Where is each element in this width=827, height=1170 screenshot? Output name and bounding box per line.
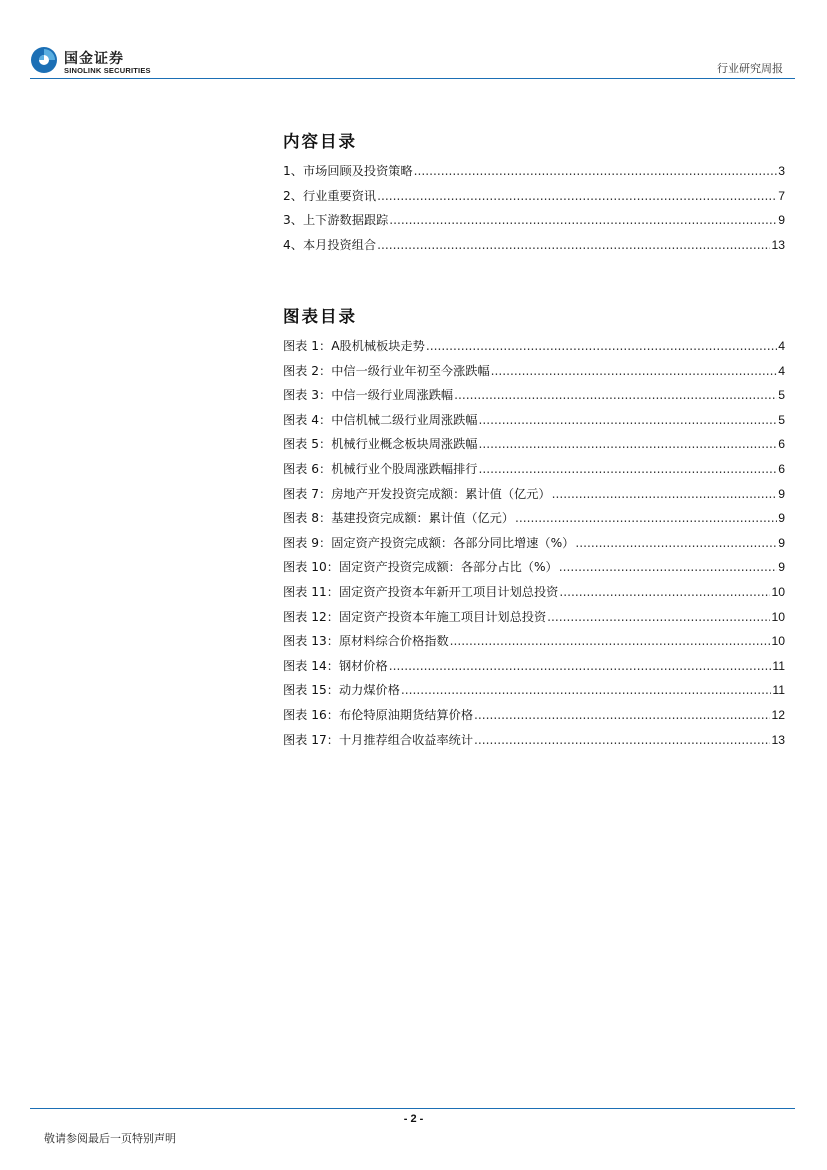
toc-entry[interactable] (283, 362, 785, 387)
sinolink-logo-icon (30, 46, 58, 74)
toc-entry[interactable] (283, 337, 785, 362)
toc-entry-label: 图表 11：固定资产投资本年新开工项目计划总投资 (283, 584, 559, 599)
toc-dot-leader (559, 585, 770, 599)
footer-divider (30, 1108, 795, 1109)
toc-dot-leader (515, 511, 777, 525)
toc-entry-label: 4、本月投资组合 (283, 237, 377, 252)
toc-entry-page: 10 (771, 634, 785, 649)
toc-dot-leader (478, 437, 777, 451)
toc-entry-page: 5 (778, 388, 785, 403)
toc-entry-label: 图表 1：A股机械板块走势 (283, 339, 425, 353)
toc-entry-label: 图表 17：十月推荐组合收益率统计 (283, 732, 474, 747)
toc-entry-label: 图表 12：固定资产投资本年施工项目计划总投资 (283, 609, 547, 624)
toc-dot-leader (454, 388, 777, 402)
toc-entry-label: 图表 16：布伦特原油期货结算价格 (283, 707, 474, 722)
toc-dot-leader (450, 634, 771, 648)
contents-section (283, 128, 785, 260)
toc-entry-page: 9 (778, 535, 785, 550)
toc-dot-leader (547, 610, 770, 624)
toc-entry-label: 2、行业重要资讯 (283, 188, 377, 203)
toc-entry[interactable] (283, 236, 785, 261)
toc-entry-page: 4 (778, 363, 785, 378)
contents-title: 内容目录 (283, 132, 357, 151)
toc-entry[interactable] (283, 162, 785, 187)
toc-dot-leader (414, 164, 778, 178)
toc-entry[interactable] (283, 558, 785, 583)
toc-entry[interactable] (283, 509, 785, 534)
toc-entry-page: 4 (778, 339, 785, 353)
toc-entry[interactable] (283, 706, 785, 731)
logo-english-name: SINOLINK SECURITIES (64, 66, 151, 75)
toc-entry-label: 图表 15：动力煤价格 (283, 683, 400, 698)
toc-dot-leader (377, 238, 770, 252)
toc-entry-page: 13 (771, 732, 785, 747)
toc-dot-leader (474, 708, 770, 722)
toc-entry-page: 9 (778, 511, 785, 526)
toc-entry[interactable] (283, 435, 785, 460)
company-logo (30, 46, 160, 78)
toc-entry-page: 9 (778, 486, 785, 501)
toc-entry[interactable] (283, 534, 785, 559)
toc-dot-leader (478, 413, 777, 427)
toc-entry[interactable] (283, 681, 785, 706)
toc-entry-page: 9 (778, 560, 785, 575)
toc-entry-page: 6 (778, 461, 785, 476)
toc-entry-page: 9 (778, 213, 785, 228)
toc-entry-label: 图表 13：原材料综合价格指数 (283, 634, 449, 649)
toc-entry[interactable] (283, 211, 785, 236)
toc-entry-label: 图表 14：钢材价格 (283, 658, 388, 673)
toc-entry-label: 图表 2：中信一级行业年初至今涨跌幅 (283, 363, 490, 378)
toc-dot-leader (575, 536, 777, 550)
toc-entry-page: 13 (771, 237, 785, 252)
toc-entry[interactable] (283, 608, 785, 633)
toc-dot-leader (478, 462, 777, 476)
toc-entry[interactable] (283, 460, 785, 485)
toc-dot-leader (559, 560, 778, 574)
toc-entry-page: 12 (771, 707, 785, 722)
toc-entry-label: 1、市场回顾及投资策略 (283, 164, 413, 178)
toc-dot-leader (491, 364, 778, 378)
logo-chinese-name: 国金证券 (64, 51, 124, 67)
toc-dot-leader (389, 659, 772, 673)
toc-dot-leader (401, 683, 771, 697)
header-divider (30, 78, 795, 79)
toc-entry-label: 图表 9：固定资产投资完成额：各部分同比增速（%） (283, 535, 575, 550)
toc-dot-leader (426, 339, 777, 353)
toc-entry[interactable] (283, 411, 785, 436)
toc-entry[interactable] (283, 657, 785, 682)
toc-entry-page: 6 (778, 437, 785, 452)
figures-section (283, 303, 785, 755)
figures-list (283, 337, 785, 755)
toc-entry-page: 5 (778, 412, 785, 427)
toc-dot-leader (552, 487, 778, 501)
report-type-label: 行业研究周报 (717, 62, 783, 75)
toc-entry[interactable] (283, 187, 785, 212)
toc-dot-leader (389, 213, 777, 227)
toc-entry-page: 11 (772, 683, 785, 698)
contents-list (283, 162, 785, 260)
toc-entry[interactable] (283, 485, 785, 510)
toc-entry-page: 10 (771, 584, 785, 599)
toc-entry-label: 3、上下游数据跟踪 (283, 213, 389, 228)
toc-entry-label: 图表 10：固定资产投资完成额：各部分占比（%） (283, 560, 558, 575)
toc-entry-label: 图表 5：机械行业概念板块周涨跌幅 (283, 437, 478, 452)
toc-entry[interactable] (283, 731, 785, 756)
toc-entry-label: 图表 3：中信一级行业周涨跌幅 (283, 388, 454, 403)
toc-entry[interactable] (283, 632, 785, 657)
page-number: - 2 - (403, 1113, 424, 1125)
disclaimer-note: 敬请参阅最后一页特别声明 (44, 1132, 176, 1145)
toc-entry-label: 图表 8：基建投资完成额：累计值（亿元） (283, 511, 515, 526)
toc-entry[interactable] (283, 386, 785, 411)
toc-dot-leader (377, 189, 777, 203)
toc-entry-page: 11 (772, 658, 785, 673)
toc-entry[interactable] (283, 583, 785, 608)
figures-title: 图表目录 (283, 307, 357, 326)
toc-entry-label: 图表 4：中信机械二级行业周涨跌幅 (283, 412, 478, 427)
toc-dot-leader (474, 733, 770, 747)
toc-entry-label: 图表 6：机械行业个股周涨跌幅排行 (283, 461, 478, 476)
toc-entry-page: 7 (778, 188, 785, 203)
toc-entry-label: 图表 7：房地产开发投资完成额：累计值（亿元） (283, 486, 551, 501)
toc-entry-page: 10 (771, 609, 785, 624)
toc-entry-page: 3 (778, 164, 785, 178)
